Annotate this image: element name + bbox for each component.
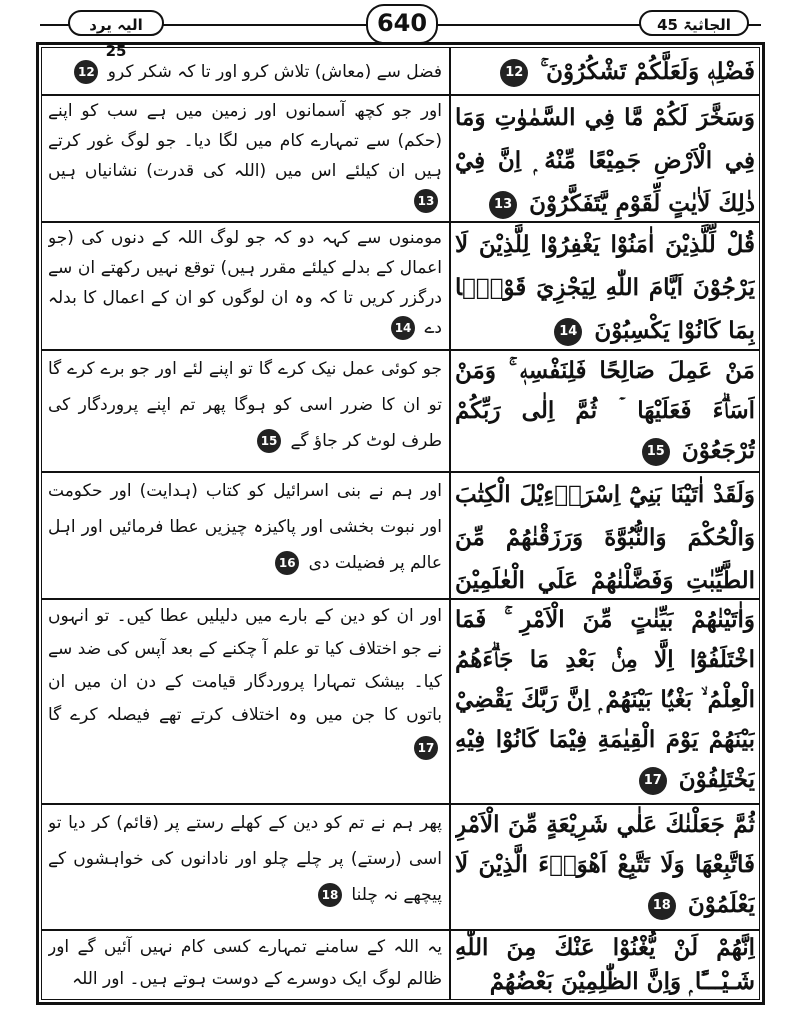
urdu-translation-text: یہ اللہ کے سامنے تمہارے کسی کام نہیں آئیں گے اور ظالم لوگ ایک دوسرے کے دوست ہوتے ہیں۔ اور اللہ [48,937,442,989]
arabic-verse-block [455,50,755,92]
juz-label: الیہ یرد 25 [68,10,164,36]
ayah-number-marker: 12 [74,60,98,84]
arabic-verse-text: ثُمَّ جَعَلْنٰكَ عَلٰي شَرِيْعَةٍ مِّنَ الْاَمْرِ فَاتَّبِعْهَا وَلَا تَتَّبِعْ اَهْوَاۗءَ الَّذِيْنَ لَا يَعْلَمُوْنَ [455,811,755,918]
ayah-number-marker: 17 [414,736,438,760]
urdu-translation-text: جو کوئی عمل نیک کرے گا تو اپنے لئے اور جو برے کرے گا تو ان کا ضرر اسی کو ہوگا پھر تم اپنے پروردگار کی طرف لوٹ کر جاؤ گے [48,359,442,451]
arabic-verse-text: فَضْلِهٖ وَلَعَلَّكُمْ تَشْكُرُوْنَ ۚ [540,58,755,85]
arabic-verse-block [455,931,755,999]
urdu-translation-text: اور ان کو دین کے بارے میں دلیلیں عطا کیں۔ تو انہوں نے جو اختلاف کیا تو علم آ چکنے کے بعد آپس کی ضد سے کیا۔ بیشک تمہارا پروردگار قیامت کے دن ان میں ان باتوں کا جن میں وہ اختلاف کرتے تھے فیصلہ کرے گا [48,606,442,725]
urdu-translation-block [48,56,442,92]
arabic-verse-text: اِنَّهُمْ لَنْ يُّغْنُوْا عَنْكَ مِنَ اللّٰهِ شَـيْـــًٔا ۭ وَاِنَّ الظّٰلِمِيْنَ بَعْضُهُمْ [455,934,755,995]
urdu-translation-text: اور ہم نے بنی اسرائیل کو کتاب (ہدایت) اور حکومت اور نبوت بخشی اور پاکیزہ چیزیں عطا فرمائیں اور اہل عالم پر فضیلت دی [48,481,442,573]
urdu-translation-block [48,931,442,999]
ayah-number-marker: 15 [257,429,281,453]
ayah-number-marker: 13 [414,189,438,213]
arabic-verse-block [455,223,755,347]
page-header [0,6,801,60]
urdu-translation-block [48,96,442,220]
ayah-number-marker: 15 [642,438,670,466]
urdu-translation-text: اور جو کچھ آسمانوں اور زمین میں ہے سب کو اپنے (حکم) سے تمہارے کام میں لگا دیا۔ جو لوگ غور کرتے ہیں ان کیلئے اس میں (اللہ کی قدرت) نشانیاں ہیں [48,101,442,181]
ayah-number-marker: 13 [489,191,517,219]
urdu-translation-block [48,805,442,927]
arabic-verse-block [455,805,755,927]
arabic-verse-text: وَاٰتَيْنٰهُمْ بَيِّنٰتٍ مِّنَ الْاَمْرِ ۚ فَمَا اخْتَلَفُوْٓا اِلَّا مِنْۢ بَعْدِ مَا جَاۗءَهُمُ الْعِلْمُ ۙ بَغْيًۢا بَيْنَهُمْ ۭ اِنَّ رَبَّكَ يَقْضِيْ بَيْنَهُمْ يَوْمَ الْقِيٰمَةِ فِيْمَا كَانُوْا فِيْهِ يَخْتَلِفُوْنَ [455,606,755,793]
ayah-number-marker: 16 [275,551,299,575]
ayah-number-marker: 17 [639,767,667,795]
arabic-verse-text: وَلَقَدْ اٰتَيْنَا بَنِيْٓ اِسْرَاۗءِيْلَ الْكِتٰبَ وَالْحُكْمَ وَالنُّبُوَّةَ وَرَزَقْنٰهُمْ مِّنَ الطَّيِّبٰتِ وَفَضَّلْنٰهُمْ عَلَي الْعٰلَمِيْنَ [455,481,755,594]
arabic-verse-block [455,473,755,597]
arabic-verse-text: قُلْ لِّلَّذِيْنَ اٰمَنُوْا يَغْفِرُوْا لِلَّذِيْنَ لَا يَرْجُوْنَ اَيَّامَ اللّٰهِ لِيَجْزِيَ قَوْمًۢا بِمَا كَانُوْا يَكْسِبُوْنَ [455,231,755,344]
urdu-translation-block [48,600,442,802]
page-number: 640 [366,4,438,44]
arabic-verse-block [455,351,755,469]
ayah-number-marker: 14 [554,318,582,346]
ayah-number-marker: 12 [500,59,528,87]
arabic-verse-text: مَنْ عَمِلَ صَالِحًا فَلِنَفْسِهٖ ۚ وَمَنْ اَسَاۗءَ فَعَلَيْهَا ۡ ثُمَّ اِلٰى رَبِّكُمْ تُرْجَعُوْنَ [455,357,755,464]
urdu-translation-block [48,473,442,597]
urdu-translation-block [48,351,442,469]
ayah-number-marker: 14 [391,316,415,340]
urdu-translation-text: فضل سے (معاش) تلاش کرو اور تا کہ شکر کرو [107,62,442,82]
urdu-translation-text: مومنوں سے کہہ دو کہ جو لوگ اللہ کے دنوں کی (جو اعمال کے بدلے کیلئے مقرر ہیں) توقع نہیں رکھتے ان سے درگزر کریں تا کہ وہ ان لوگوں کو ان کے اعمال کا بدلہ دے [48,228,442,338]
arabic-verse-block [455,600,755,802]
urdu-translation-block [48,223,442,347]
arabic-verse-text: وَسَخَّرَ لَكُمْ مَّا فِي السَّمٰوٰتِ وَمَا فِي الْاَرْضِ جَمِيْعًا مِّنْهُ ۭ اِنَّ فِيْ ذٰلِكَ لَاٰيٰتٍ لِّقَوْمٍ يَّتَفَكَّرُوْنَ [455,104,755,217]
ayah-number-marker: 18 [648,892,676,920]
ayah-number-marker: 18 [318,883,342,907]
arabic-verse-block [455,96,755,220]
urdu-translation-text: پھر ہم نے تم کو دین کے کھلے رستے پر (قائم) کر دیا تو اسی (رستے) پر چلے چلو اور نادانوں کی خواہشوں کے پیچھے نہ چلنا [48,813,442,905]
column-divider [449,47,451,1000]
surah-label: الجاثیۃ 45 [639,10,749,36]
